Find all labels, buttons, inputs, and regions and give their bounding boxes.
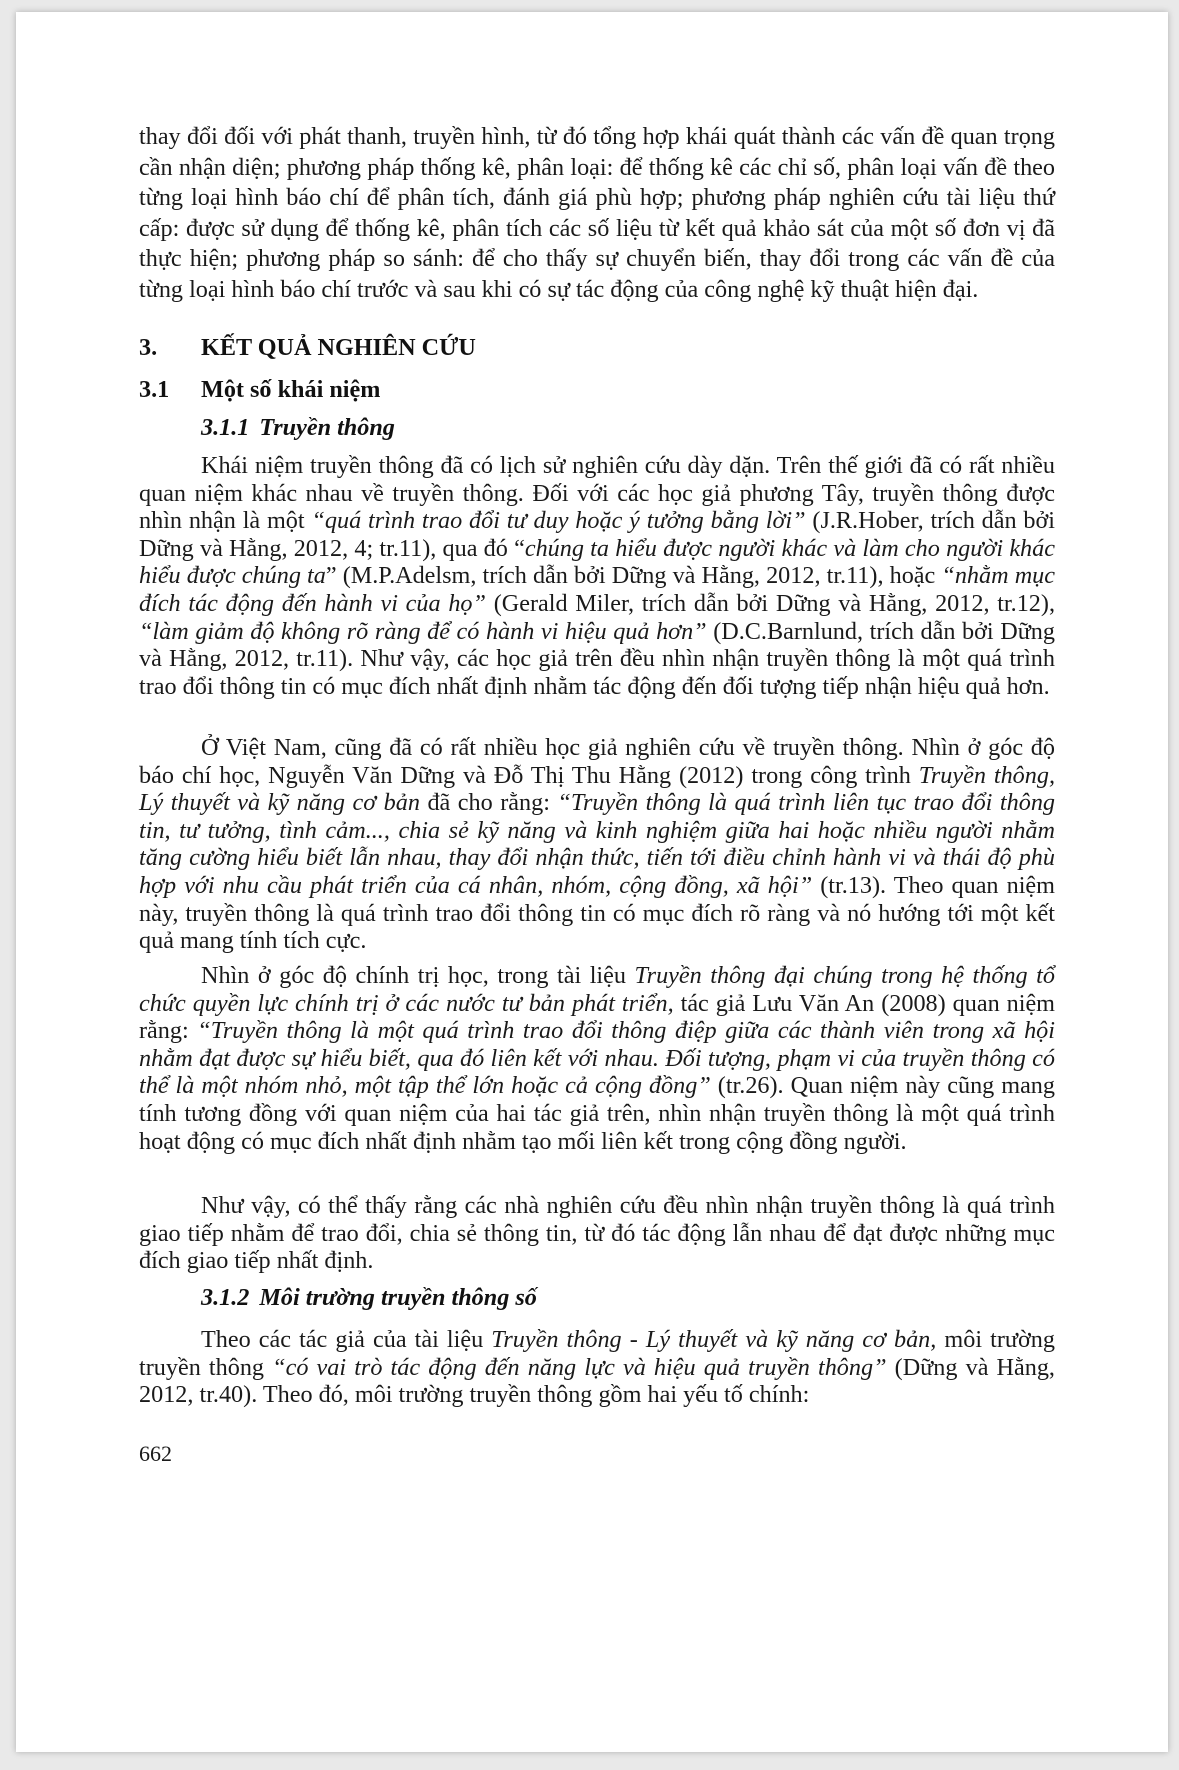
p2-quote: “Truyền thông là quá trình liên tục trao đổi thông tin, tư tưởng, tình cảm..., chia sẻ kỹ năng và kinh nghiệm giữa hai hoặc nhiều người nhằm tăng cường hiểu biết lẫn nhau, thay đổi nhận thức, tiến tới điều chỉnh hành vi và thái độ phù hợp với nhu cầu phát triển của cá nhân, nhóm, cộng đồng, xã hội” <box>139 789 1056 899</box>
p2-text-3: (tr.13). Theo quan niệm này, truyền thông là quá trình trao đổi thông tin có mục đích rõ ràng và nó hướng tới một kết quả mang tính tích cực. <box>139 871 1055 955</box>
p1-text-2: (J.R.Hober, trích dẫn bởi Dững và Hằng, 2012, 4; tr.11), qua đó “ <box>139 507 1055 562</box>
p5-text-1: Theo các tác giả của tài liệu <box>201 1326 492 1353</box>
paragraph-1 <box>139 452 1055 700</box>
section-3-1-2-title: Môi trường truyền thông số <box>259 1284 537 1311</box>
section-3-1-2-number: 3.1.2 <box>201 1284 250 1311</box>
section-3-heading <box>139 334 476 362</box>
section-3-1-title: Một số khái niệm <box>201 376 381 403</box>
section-3-1-1-title: Truyền thông <box>259 414 395 441</box>
p5-text-3: (Dững và Hằng, 2012, tr.40). Theo đó, môi trường truyền thông gồm hai yếu tố chính: <box>139 1353 1055 1409</box>
section-3-1-1-number: 3.1.1 <box>201 414 250 441</box>
p3-quote: “Truyền thông là một quá trình trao đổi thông điệp giữa các thành viên trong xã hội nhằm đạt được sự hiểu biết, qua đó liên kết với nhau. Đối tượng, phạm vi của truyền thông có thể là một nhóm nhỏ, một tập thể lớn hoặc cả cộng đồng” <box>139 1017 1055 1100</box>
document-page <box>16 12 1168 1752</box>
section-3-1-number: 3.1 <box>139 376 170 403</box>
p1-text-4: (Gerald Miler, trích dẫn bởi Dững và Hằng, 2012, tr.12), <box>485 589 1055 617</box>
p5-text-2: môi trường truyền thông <box>139 1326 1055 1381</box>
p2-text-2: đã cho rằng: <box>419 789 558 817</box>
p1-text-1: Khái niệm truyền thông đã có lịch sử nghiên cứu dày dặn. Trên thế giới đã có rất nhiều quan niệm khác nhau về truyền thông. Đối với các học giả phương Tây, truyền thông được nhìn nhận là một <box>139 452 1055 535</box>
paragraph-5 <box>139 1326 1055 1409</box>
intro-paragraph: thay đổi đối với phát thanh, truyền hình, từ đó tổng hợp khái quát thành các vấn đề quan trọng cần nhận diện; phương pháp thống kê, phân loại: để thống kê các chỉ số, phân loại vấn đề theo từng loại hình báo chí để phân tích, đánh giá phù hợp; phương pháp nghiên cứu tài liệu thứ cấp: được sử dụng để thống kê, phân tích các số liệu từ kết quả khảo sát của một số đơn vị đã thực hiện; phương pháp so sánh: để cho thấy sự chuyển biến, thay đổi trong các vấn đề của từng loại hình báo chí trước và sau khi có sự tác động của công nghệ kỹ thuật hiện đại. <box>139 123 1055 303</box>
paragraph-3 <box>139 962 1055 1155</box>
p4-text: Như vậy, có thể thấy rằng các nhà nghiên cứu đều nhìn nhận truyền thông là quá trình giao tiếp nhằm để trao đổi, chia sẻ thông tin, từ đó tác động lẫn nhau để đạt được những mục đích giao tiếp nhất định. <box>139 1192 1055 1275</box>
intro-paragraph-block <box>139 122 1055 305</box>
p3-text-3: (tr.26). Quan niệm này cũng mang tính tương đồng với quan niệm của hai tác giả trên, nhìn nhận truyền thông là một quá trình hoạt động có mục đích nhất định nhằm tạo mối liên kết trong cộng đồng người. <box>139 1072 1055 1155</box>
p5-book-title: Truyền thông - Lý thuyết và kỹ năng cơ bản, <box>491 1326 937 1353</box>
section-3-1-1-heading <box>201 414 395 442</box>
p2-text-1: Ở Việt Nam, cũng đã có rất nhiều học giả nghiên cứu về truyền thông. Nhìn ở góc độ báo chí học, Nguyễn Văn Dững và Đỗ Thị Thu Hằng (2012) trong công trình <box>139 734 1055 789</box>
section-3-title: KẾT QUẢ NGHIÊN CỨU <box>201 334 476 361</box>
section-3-1-heading <box>139 376 380 404</box>
p1-text-3: ” (M.P.Adelsm, trích dẫn bởi Dững và Hằng, 2012, tr.11), hoặc <box>325 562 942 590</box>
section-3-1-2-heading <box>201 1284 537 1312</box>
paragraph-4 <box>139 1192 1055 1275</box>
p1-quote-2: chúng ta hiểu được người khác và làm cho người khác hiểu được chúng ta <box>139 534 1055 590</box>
p5-quote: “có vai trò tác động đến năng lực và hiệu quả truyền thông” <box>272 1353 887 1381</box>
p2-book-title: Truyền thông, Lý thuyết và kỹ năng cơ bản <box>139 761 1055 817</box>
p1-quote-3: “nhằm mục đích tác động đến hành vi của họ” <box>139 562 1056 617</box>
page-number: 662 <box>139 1441 172 1466</box>
paragraph-2 <box>139 734 1055 955</box>
p3-text-1: Nhìn ở góc độ chính trị học, trong tài liệu <box>201 962 635 989</box>
p1-text-5: (D.C.Barnlund, trích dẫn bởi Dững và Hằng, 2012, tr.11). Như vậy, các học giả trên đều nhìn nhận truyền thông là một quá trình trao đổi thông tin có mục đích nhất định nhằm tác động đến đối tượng tiếp nhận hiệu quả hơn. <box>139 617 1055 700</box>
p1-quote-1: “quá trình trao đổi tư duy hoặc ý tưởng bằng lời” <box>311 507 806 535</box>
p3-book-title: Truyền thông đại chúng trong hệ thống tổ chức quyền lực chính trị ở các nước tư bản phát triển, <box>139 962 1055 1017</box>
p3-text-2: tác giả Lưu Văn An (2008) quan niệm rằng: <box>139 989 1055 1045</box>
section-3-number: 3. <box>139 334 158 361</box>
p1-quote-4: “làm giảm độ không rõ ràng để có hành vi hiệu quả hơn” <box>139 617 707 645</box>
